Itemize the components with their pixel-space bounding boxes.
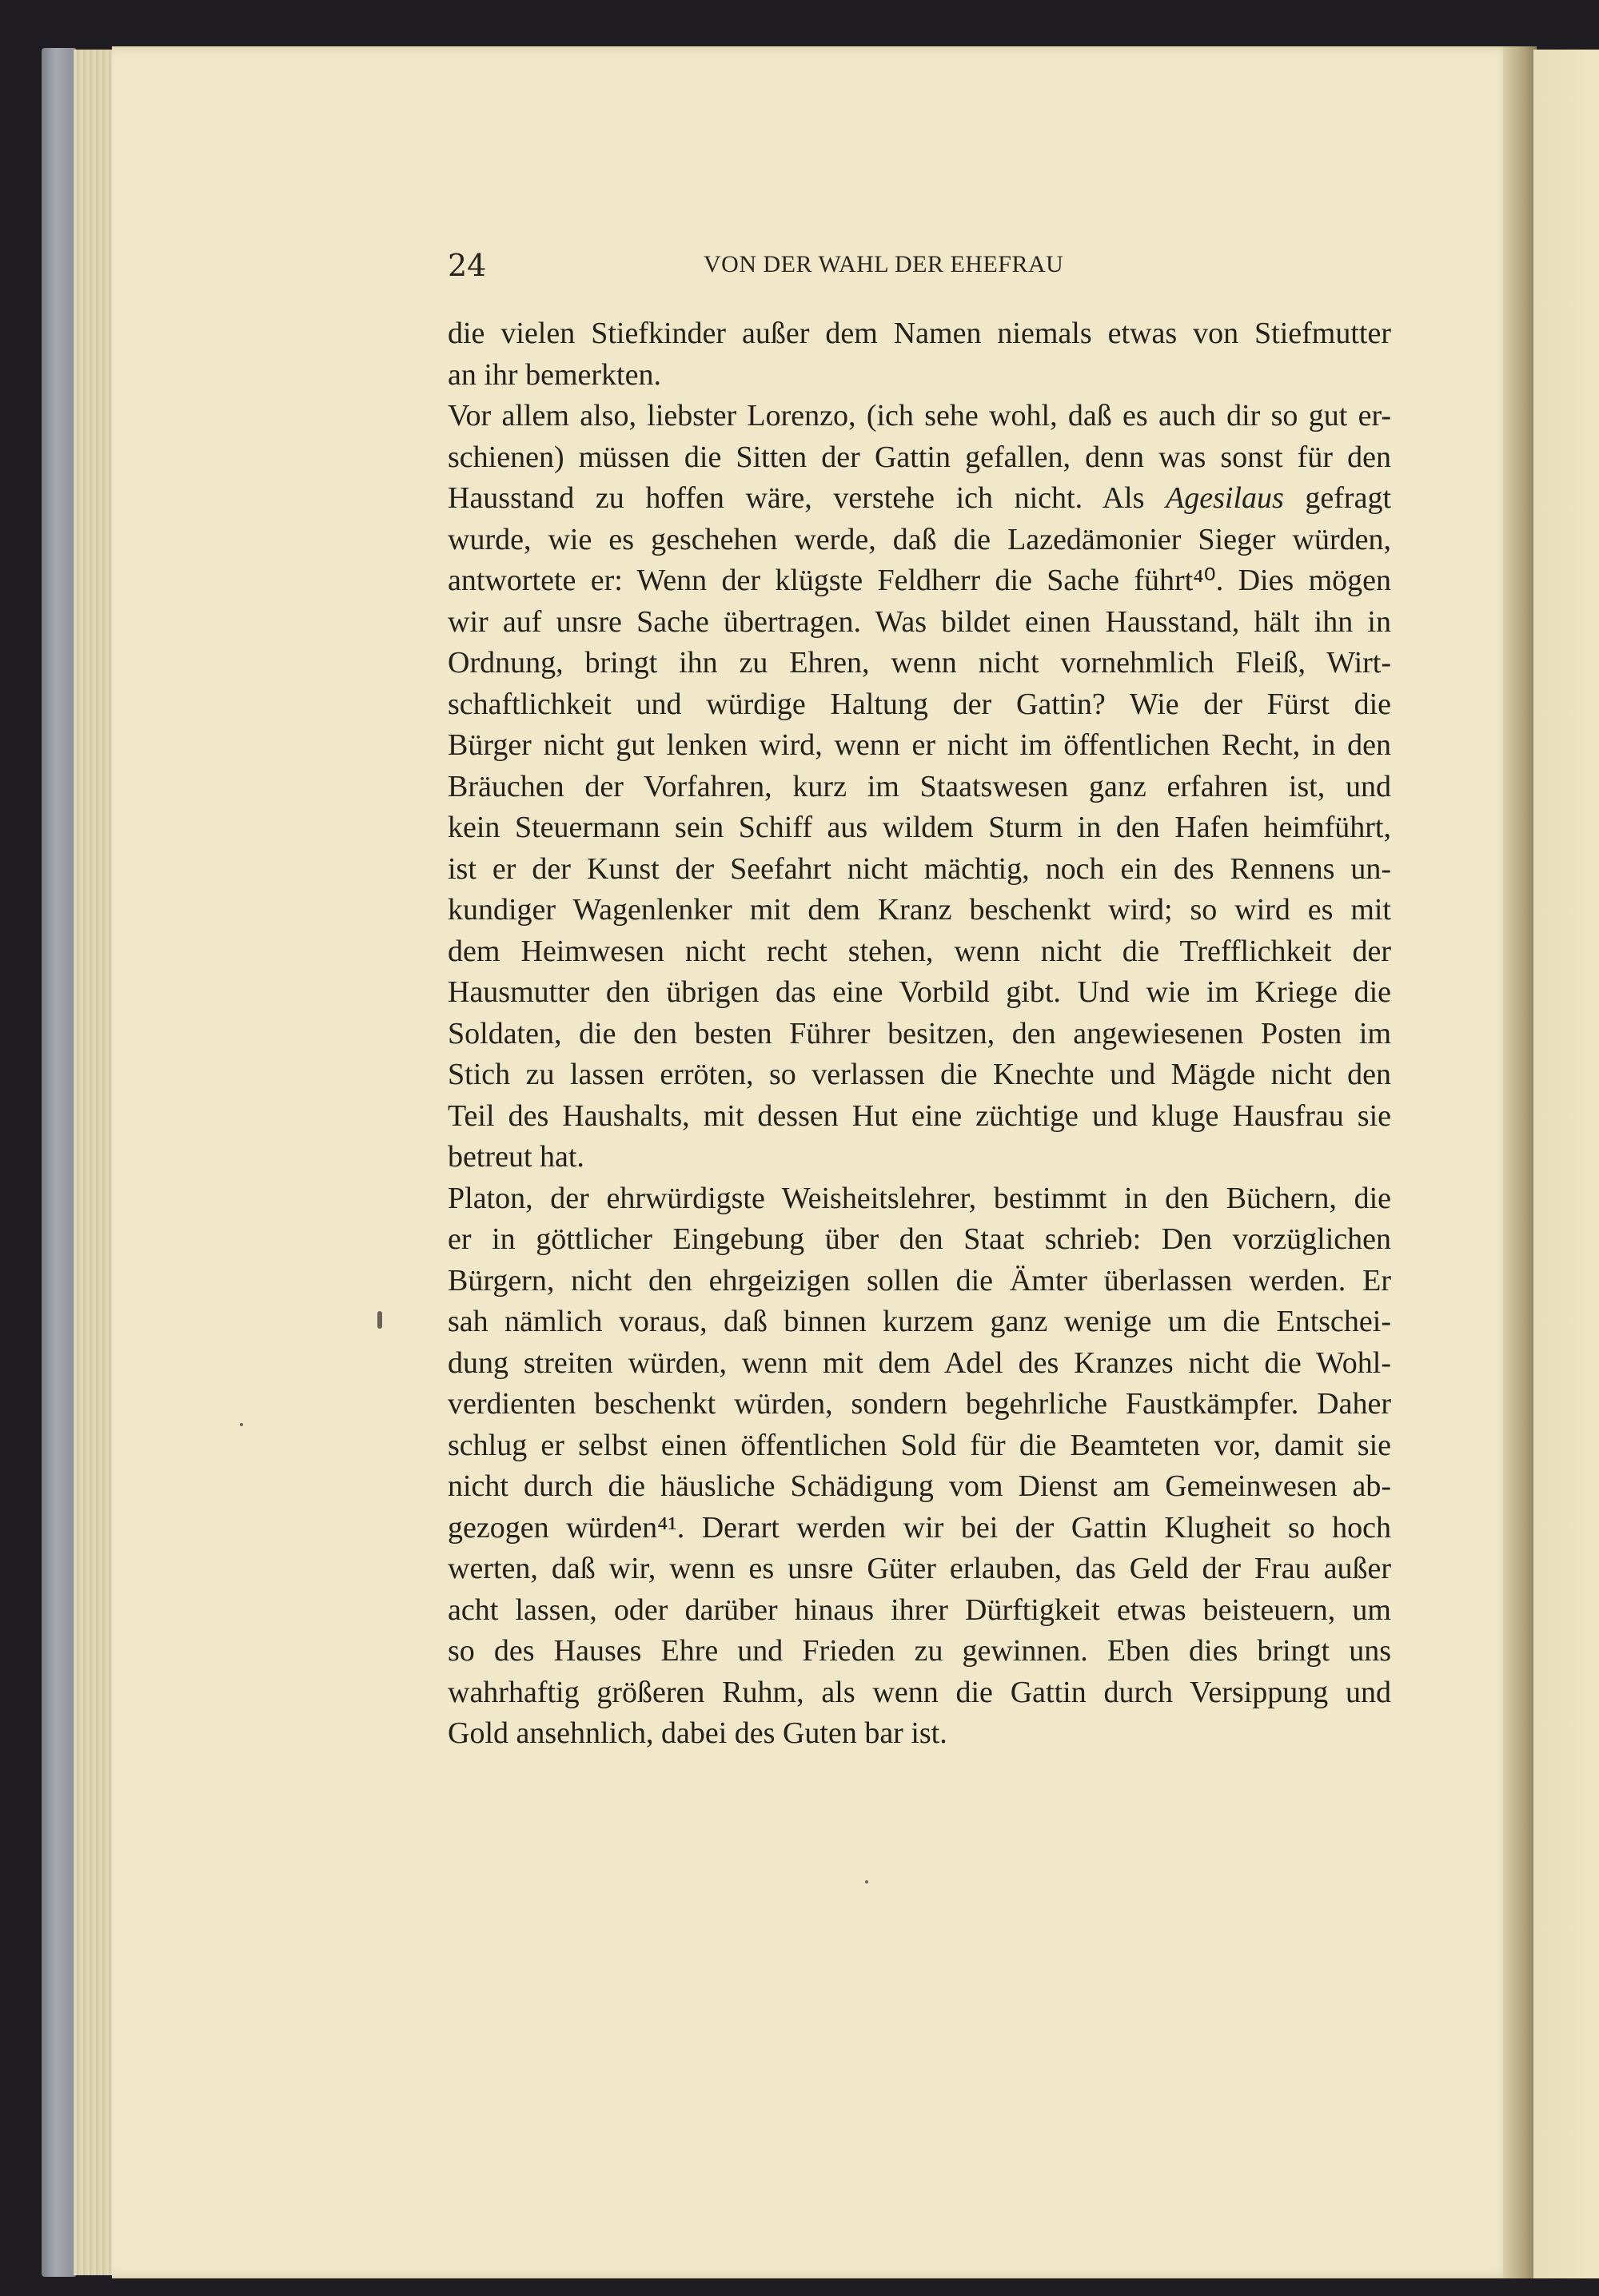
book-cover-edge: [42, 48, 77, 2277]
text-line: Platon, der ehrwürdigste Weisheitslehrer, bestimmt in den Büchern, die: [448, 1181, 1391, 1215]
text-line: schienen) müssen die Sitten der Gattin gefallen, denn was sonst für den: [448, 440, 1391, 474]
text-line: Bürgern, nicht den ehrgeizigen sollen die Ämter überlassen werden. Er: [448, 1263, 1391, 1297]
text-line: wir auf unsre Sache übertragen. Was bildet einen Hausstand, hält ihn in: [448, 604, 1391, 639]
running-title: VON DER WAHL DER EHEFRAU: [704, 251, 1064, 277]
text-line: wurde, wie es geschehen werde, daß die Lazedämonier Sieger würden,: [448, 522, 1391, 556]
text-line: werten, daß wir, wenn es unsre Güter erlauben, das Geld der Frau außer: [448, 1552, 1391, 1585]
text-line: Bräuchen der Vorfahren, kurz im Staatswesen ganz erfahren ist, und: [448, 769, 1391, 803]
paper-speck: [240, 1423, 243, 1426]
text-line: sah nämlich voraus, daß binnen kurzem ganz wenige um die Entschei-: [448, 1305, 1391, 1338]
text-line: Soldaten, die den besten Führer besitzen, den angewiesenen Posten im: [448, 1016, 1391, 1050]
text-line: schlug er selbst einen öffentlichen Sold für die Beamteten vor, damit sie: [448, 1428, 1391, 1462]
text-line: ist er der Kunst der Seefahrt nicht mächtig, noch ein des Rennens un-: [448, 851, 1391, 886]
text-line: Teil des Haushalts, mit dessen Hut eine züchtige und kluge Hausfrau sie: [448, 1098, 1391, 1133]
text-line: dem Heimwesen nicht recht stehen, wenn nicht die Trefflichkeit der: [448, 934, 1391, 968]
paper-speck: [377, 1311, 382, 1329]
text-line: gezogen würden⁴¹. Derart werden wir bei der Gattin Klugheit so hoch: [448, 1510, 1391, 1545]
text-line: die vielen Stiefkinder außer dem Namen niemals etwas von Stiefmutter: [448, 317, 1391, 350]
text-line: kundiger Wagenlenker mit dem Kranz beschenkt wird; so wird es mit: [448, 893, 1391, 927]
text-line: kein Steuermann sein Schiff aus wildem Sturm in den Hafen heimführt,: [448, 811, 1391, 844]
text-line: antwortete er: Wenn der klügste Feldherr die Sache führt⁴⁰. Dies mögen: [448, 564, 1391, 597]
text-line: nicht durch die häusliche Schädigung vom Dienst am Gemeinwesen ab-: [448, 1469, 1391, 1503]
text-line: Hausmutter den übrigen das eine Vorbild gibt. Und wie im Kriege die: [448, 975, 1391, 1009]
page-header: [448, 245, 1401, 288]
text-line: wahrhaftig größeren Ruhm, als wenn die Gattin durch Versippung und: [448, 1675, 1391, 1709]
page-number: 24: [448, 248, 487, 283]
text-line: an ihr bemerkten.: [448, 357, 661, 392]
facing-page-edge: [1533, 50, 1599, 2278]
text-line: Bürger nicht gut lenken wird, wenn er nicht im öffentlichen Recht, in den: [448, 728, 1391, 762]
text-line: verdienten beschenkt würden, sondern begehrliche Faustkämpfer. Daher: [448, 1387, 1391, 1421]
text-line: Ordnung, bringt ihn zu Ehren, wenn nicht vornehmlich Fleiß, Wirt-: [448, 646, 1391, 680]
text-line: dung streiten würden, wenn mit dem Adel des Kranzes nicht die Wohl-: [448, 1345, 1391, 1380]
text-line: Vor allem also, liebster Lorenzo, (ich sehe wohl, daß es auch dir so gut er-: [448, 399, 1391, 432]
text-line: betreut hat.: [448, 1140, 584, 1174]
text-line: Hausstand zu hoffen wäre, verstehe ich nicht. Als Agesilaus gefragt: [448, 481, 1391, 515]
body-text: [448, 313, 1391, 1755]
text-line: so des Hauses Ehre und Frieden zu gewinnen. Eben dies bringt uns: [448, 1634, 1391, 1668]
text-line: acht lassen, oder darüber hinaus ihrer Dürftigkeit etwas beisteuern, um: [448, 1592, 1391, 1627]
text-line: Gold ansehnlich, dabei des Guten bar ist.: [448, 1716, 947, 1750]
paper-speck: [865, 1880, 868, 1883]
book-gutter: [1503, 46, 1537, 2278]
text-line: Stich zu lassen erröten, so verlassen die Knechte und Mägde nicht den: [448, 1058, 1391, 1091]
text-line: er in göttlicher Eingebung über den Staat schrieb: Den vorzüglichen: [448, 1222, 1391, 1256]
text-line: schaftlichkeit und würdige Haltung der Gattin? Wie der Fürst die: [448, 687, 1391, 721]
